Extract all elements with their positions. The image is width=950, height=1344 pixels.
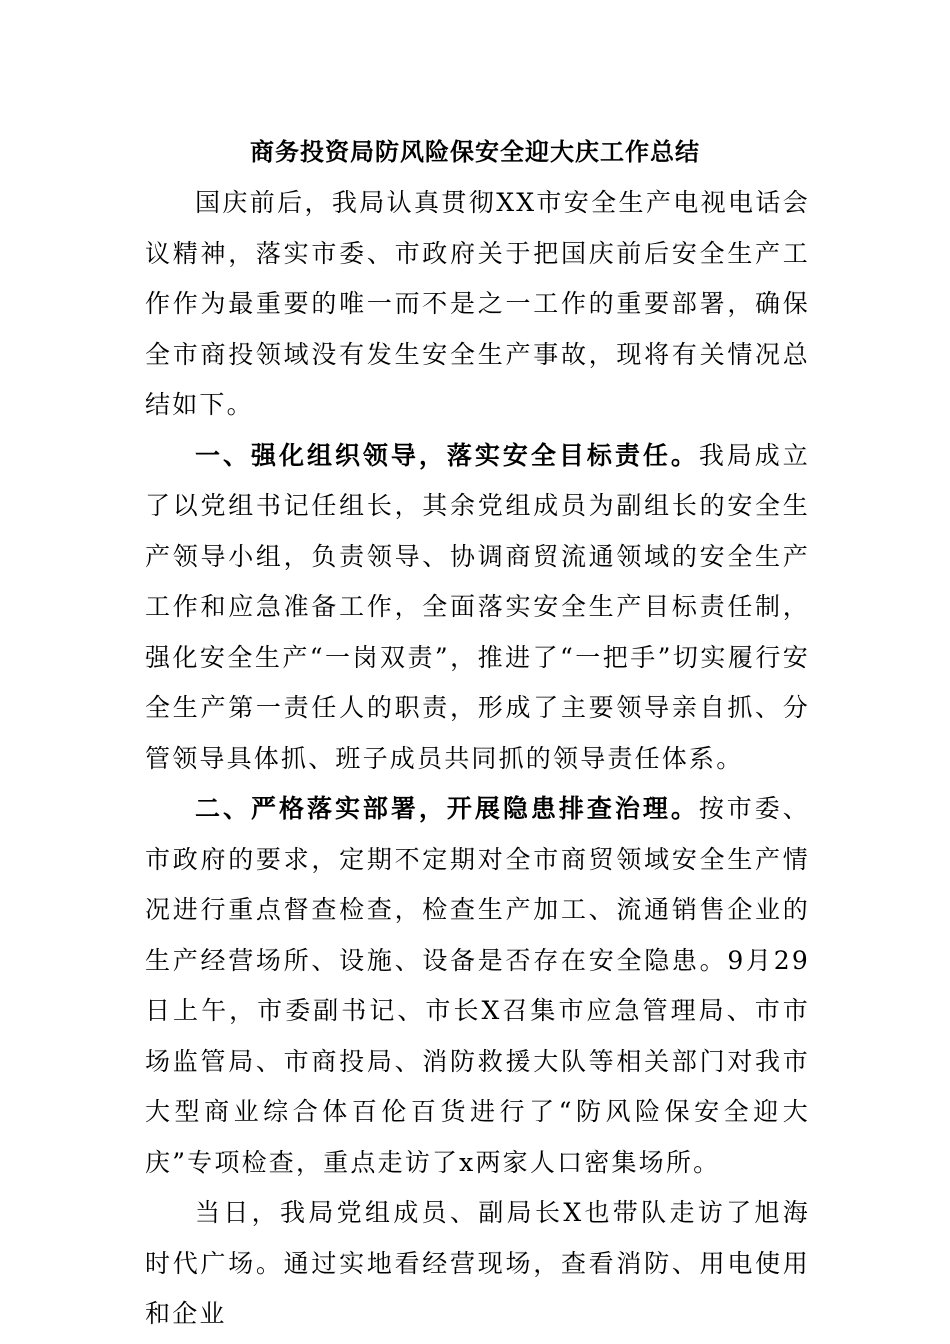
document-body [145,178,810,1340]
paragraph-text: 国庆前后，我局认真贯彻XX市安全生产电视电话会议精神，落实市委、市政府关于把国庆前后安全生产工作作为最重要的唯一而不是之一工作的重要部署，确保全市商投领域没有发生安全生产事故，现将有关情况总结如下。 [145,188,810,419]
paragraph-lead: 二、严格落实部署，开展隐患排查治理。 [195,794,699,823]
paragraph-section-two [145,784,810,1188]
paragraph-text: 当日，我局党组成员、副局长X也带队走访了旭海时代广场。通过实地看经营现场，查看消防、用电使用和企业 [145,1198,810,1328]
paragraph-text: 我局成立了以党组书记任组长，其余党组成员为副组长的安全生产领导小组，负责领导、协调商贸流通领域的安全生产工作和应急准备工作，全面落实安全生产目标责任制，强化安全生产“一岗双责”，推进了“一把手”切实履行安全生产第一责任人的职责，形成了主要领导亲自抓、分管领导具体抓、班子成员共同抓的领导责任体系。 [145,440,810,773]
paragraph-lead: 一、强化组织领导，落实安全目标责任。 [195,440,699,470]
paragraph-section-one [145,431,810,785]
paragraph-followup [145,1188,810,1340]
paragraph-text: 按市委、市政府的要求，定期不定期对全市商贸领域安全生产情况进行重点督查检查，检查生产加工、流通销售企业的生产经营场所、设施、设备是否存在安全隐患。9月29日上午，市委副书记、市长X召集市应急管理局、市市场监管局、市商投局、消防救援大队等相关部门对我市大型商业综合体百伦百货进行了“防风险保安全迎大庆”专项检查，重点走访了x两家人口密集场所。 [145,794,810,1177]
paragraph-intro [145,178,810,431]
document-title: 商务投资局防风险保安全迎大庆工作总结 [250,138,700,166]
